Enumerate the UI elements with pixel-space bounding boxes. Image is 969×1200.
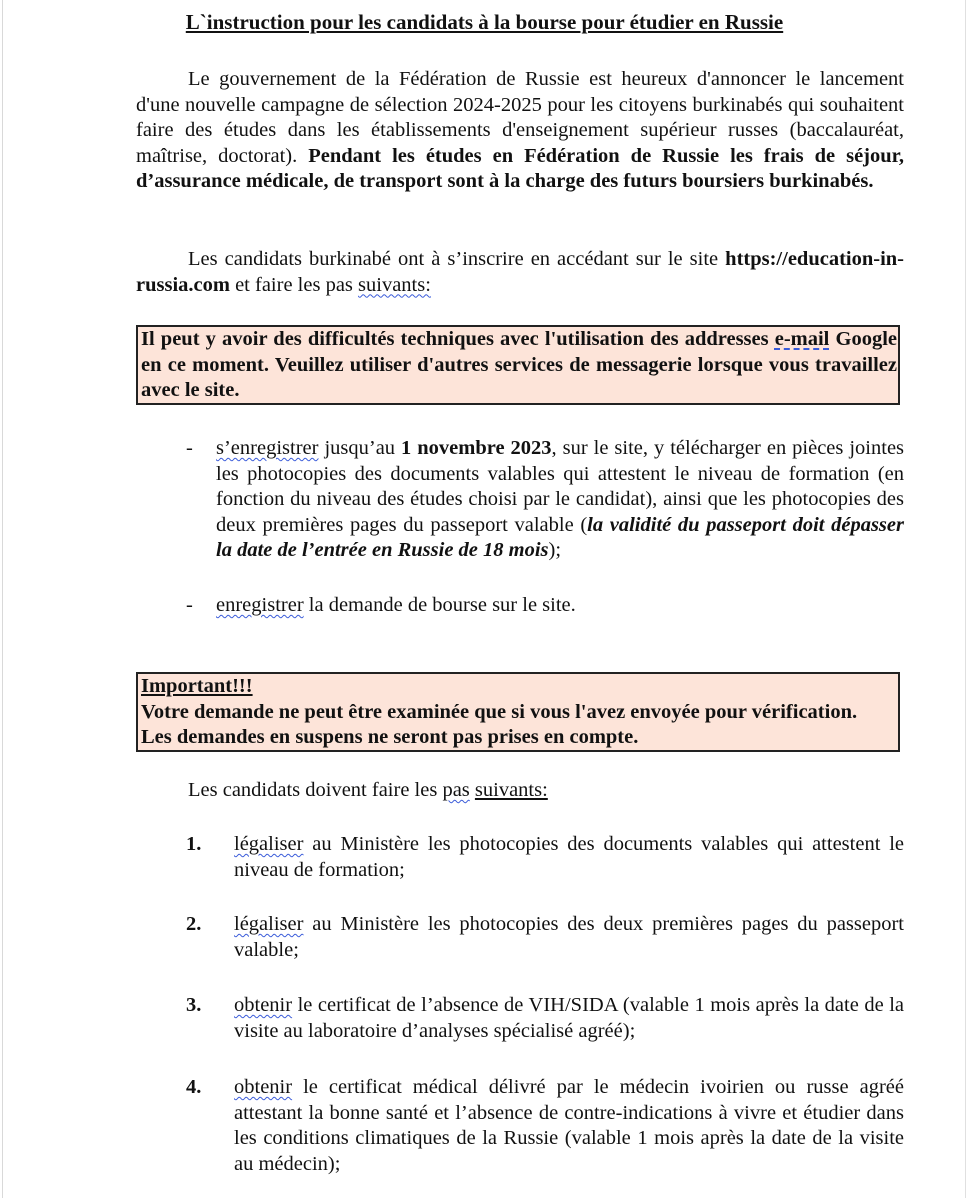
intro-text: Le gouvernement de la Fédération de Russie est heureux d'annoncer le lancement d'une nouvelle campagne de sélection 2024-2025 pour les citoyens burkinabés qui souhaitent faire des études dans les établissements d'enseignement supérieur russes (baccalauréat, maîtrise, doctorat). xyxy=(136,68,904,167)
bullet-verb: enregistrer xyxy=(216,594,304,616)
important-heading: Important!!! xyxy=(141,675,253,697)
step-verb: légaliser xyxy=(234,913,304,935)
steps-intro-word: pas xyxy=(442,779,470,801)
numbered-step xyxy=(186,993,904,1044)
step-number: 3. xyxy=(186,994,202,1016)
bullet-text: la demande de bourse sur le site. xyxy=(308,594,576,616)
bullet-text: ); xyxy=(548,539,562,561)
bullet-marker: - xyxy=(186,594,193,616)
step-number: 2. xyxy=(186,913,202,935)
bullet-marker: - xyxy=(186,437,193,459)
bullet-item xyxy=(186,593,904,619)
steps-intro-word: suivants: xyxy=(474,779,548,801)
register-paragraph xyxy=(136,247,904,298)
important-box xyxy=(136,672,900,752)
step-text: au Ministère les photocopies des deux premières pages du passeport valable; xyxy=(234,913,904,961)
register-text-before: Les candidats burkinabé ont à s’inscrire en accédant sur le site xyxy=(188,248,719,270)
intro-paragraph xyxy=(136,67,904,195)
bullet-text: jusqu’au xyxy=(324,437,396,459)
intro-bold-text: Pendant les études en Fédération de Russie les frais de séjour, d’assurance médicale, de transport sont à la charge des futurs boursiers burkinabés. xyxy=(136,144,904,192)
register-text-after: et faire les pas xyxy=(235,273,353,296)
steps-intro xyxy=(136,778,904,804)
step-number: 4. xyxy=(186,1076,202,1098)
site-url[interactable]: https://education-in-russia.com xyxy=(136,248,904,296)
important-line: Votre demande ne peut être examinée que si vous l'avez envoyée pour vérification. xyxy=(141,700,858,723)
bullet-item xyxy=(186,436,904,564)
important-line: Les demandes en suspens ne seront pas prises en compte. xyxy=(141,726,639,748)
step-text: au Ministère les photocopies des documents valables qui attestent le niveau de formation; xyxy=(234,833,904,881)
step-text: le certificat médical délivré par le médecin ivoirien ou russe agréé attestant la bonne santé et l’absence de contre-indications à vivre et étudier dans les conditions climatiques de la Russie (valable 1 mois après la date de la visite au médecin); xyxy=(234,1076,904,1175)
step-verb: obtenir xyxy=(234,1076,293,1098)
document-title: L`instruction pour les candidats à la bourse pour étudier en Russie xyxy=(185,10,784,34)
step-verb: obtenir xyxy=(234,994,293,1016)
step-verb: légaliser xyxy=(234,833,304,855)
numbered-step xyxy=(186,912,904,963)
bullet-italic-note: la validité du passeport doit dépasser la date de l’entrée en Russie de 18 mois xyxy=(216,513,904,561)
notice-email-word: e-mail xyxy=(774,328,830,350)
step-number: 1. xyxy=(186,833,202,855)
bullet-verb: s’enregistrer xyxy=(216,437,319,459)
notice-part2: Google en ce moment. Veuillez utiliser d'autres services de messagerie lorsque vous travaillez avec le site. xyxy=(141,328,898,401)
step-text: le certificat de l’absence de VIH/SIDA (valable 1 mois après la date de la visite au laboratoire d’analyses spécialisé agréé); xyxy=(234,994,905,1042)
bullet-date: 1 novembre 2023 xyxy=(401,437,552,459)
register-last-word: suivants: xyxy=(358,273,431,296)
steps-intro-text: Les candidats doivent faire les xyxy=(188,779,438,801)
bullet-text: , sur le site, y télécharger en pièces jointes les photocopies des documents valables qui attestent le niveau de formation (en fonction du niveau des études choisi par le candidat), ainsi que les photocopies des deux premières pages du passeport valable ( xyxy=(216,437,905,536)
numbered-step xyxy=(186,832,904,883)
notice-part1: Il peut y avoir des difficultés techniques avec l'utilisation des addresses xyxy=(141,328,769,350)
notice-box xyxy=(136,325,900,405)
numbered-step xyxy=(186,1075,904,1177)
